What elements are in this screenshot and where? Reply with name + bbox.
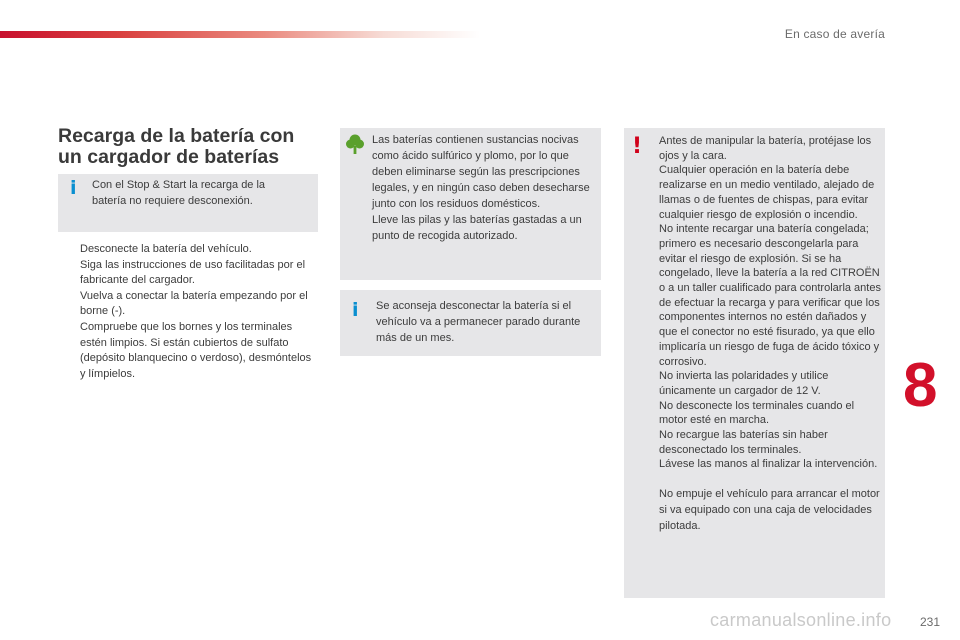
list-item: Siga las instrucciones de uso facilitadas por el fabricante del cargador. <box>80 258 306 287</box>
chapter-number: 8 <box>903 351 938 420</box>
watermark: carmanualsonline.info <box>710 610 892 630</box>
list-item: Vuelva a conectar la batería empezando por el borne (-). <box>80 289 308 318</box>
tree-icon <box>345 133 365 160</box>
list-item: Compruebe que los bornes y los terminales estén limpios. Si están cubiertos de sulfato (depósito blanquecino o verdoso), desmóntelos y límpielos. <box>80 320 312 380</box>
info-icon: i <box>352 299 359 321</box>
environment-box-text: Las baterías contienen sustancias nocivas como ácido sulfúrico y plomo, por lo que deben eliminarse según las prescripciones legales, y en ningún caso deben desecharse junto con los residuos domésticos. Lleve las pilas y las baterías gastadas a un punto de recogida autorizado. <box>372 134 590 242</box>
page-title <box>58 126 338 168</box>
page-number: 231 <box>919 615 940 629</box>
instruction-list <box>60 242 318 382</box>
info-icon: i <box>70 177 77 199</box>
top-accent-bar <box>0 31 480 38</box>
title-line-1: Recarga de la batería con <box>58 125 295 147</box>
info-box-disconnect <box>340 290 601 356</box>
title-line-2: un cargador de baterías <box>58 146 280 168</box>
list-item: Desconecte la batería del vehículo. <box>80 243 252 255</box>
warning-exclamation-icon: ! <box>632 134 643 159</box>
section-header: En caso de avería <box>784 27 885 41</box>
info-box-stop-start-text: Con el Stop & Start la recarga de la batería no requiere desconexión. <box>92 179 266 207</box>
warning-box-text: Antes de manipular la batería, protéjase los ojos y la cara. Cualquier operación en la batería debe realizarse en un medio ventilado, alejado de llamas o de fuentes de chispas, para evitar cualquier riesgo de explosión o incendio. No intente recargar una batería congelada; primero es necesario descongelarla para evitar el riesgo de explosión. Si se ha congelado, lleve la batería a la red CITROËN o a un taller cualificado para controlarla antes de efectuar la recarga y para verificar que los componentes internos no estén dañados y que el conector no esté fisurado, ya que ello implicaría un riesgo de fuga de ácido tóxico y corrosivo. No invierta las polaridades y utilice únicamente un cargador de 12 V. No desconecte los terminales cuando el motor esté en marcha. No recargue las baterías sin haber desconectado los terminales. Lávese las manos al finalizar la intervención. No empuje el vehículo para arrancar el motor si va equipado con una caja de velocidades pilotada. <box>659 135 881 533</box>
info-box-disconnect-text: Se aconseja desconectar la batería si el vehículo va a permanecer parado durante más de un mes. <box>376 300 581 344</box>
environment-box <box>340 128 601 280</box>
info-box-stop-start <box>58 174 318 232</box>
warning-box-final: No empuje el vehículo para arrancar el motor si va equipado con una caja de velocidades pilotada. <box>659 488 880 533</box>
warning-box <box>624 128 885 598</box>
